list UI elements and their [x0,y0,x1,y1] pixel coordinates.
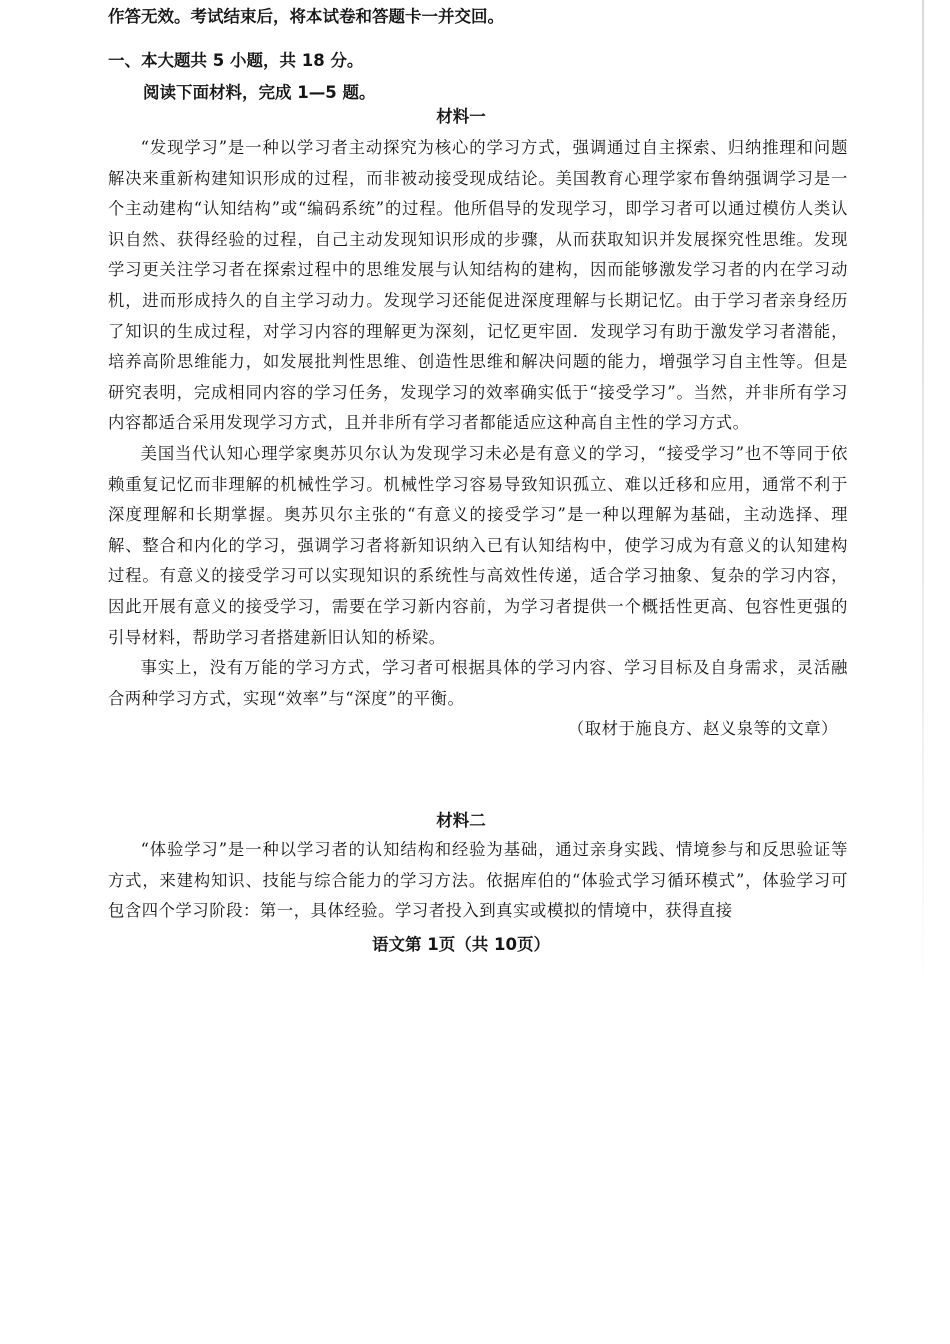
material-one-heading: 材料一 [436,107,486,126]
material-one-body [108,133,848,745]
top-instruction-line: 作答无效。考试结束后，将本试卷和答题卡一并交回。 [108,7,504,26]
page-footer: 语文第 1页（共 10页） [372,935,550,954]
material-one-paragraph-2: 美国当代认知心理学家奥苏贝尔认为发现学习未必是有意义的学习，“接受学习”也不等同于依赖重复记忆而非理解的机械性学习。机械性学习容易导致知识孤立、难以迁移和应用，通常不利于深度理解和长期掌握。奥苏贝尔主张的“有意义的接受学习”是一种以理解为基础，主动选择、理解、整合和内化的学习，强调学习者将新知识纳入已有认知结构中，使学习成为有意义的认知建构过程。有意义的接受学习可以实现知识的系统性与高效性传递，适合学习抽象、复杂的学习内容，因此开展有意义的接受学习，需要在学习新内容前，为学习者提供一个概括性更高、包容性更强的引导材料，帮助学习者搭建新旧认知的桥梁。 [108,443,848,647]
material-one-paragraph-3: 事实上，没有万能的学习方式，学习者可根据具体的学习内容、学习目标及自身需求，灵活融合两种学习方式，实现“效率”与“深度”的平衡。 [108,658,848,708]
material-one-paragraph-1: “发现学习”是一种以学习者主动探究为核心的学习方式，强调通过自主探索、归纳推理和问题解决来重新构建知识形成的过程，而非被动接受现成结论。美国教育心理学家布鲁纳强调学习是一个主动建构“认知结构”或“编码系统”的过程。他所倡导的发现学习，即学习者可以通过模仿人类认识自然、获得经验的过程，自己主动发现知识形成的步骤，从而获取知识并发展探究性思维。发现学习更关注学习者在探索过程中的思维发展与认知结构的建构，因而能够激发学习者的内在学习动机，进而形成持久的自主学习动力。发现学习还能促进深度理解与长期记忆。由于学习者亲身经历了知识的生成过程，对学习内容的理解更为深刻，记忆更牢固．发现学习有助于激发学习者潜能，培养高阶思维能力，如发展批判性思维、创造性思维和解决问题的能力，增强学习自主性等。但是研究表明，完成相同内容的学习任务，发现学习的效率确实低于“接受学习”。当然，并非所有学习内容都适合采用发现学习方式，且并非所有学习者都能适应这种高自主性的学习方式。 [108,138,848,433]
material-two-paragraph-1: “体验学习”是一种以学习者的认知结构和经验为基础，通过亲身实践、情境参与和反思验证等方式，来建构知识、技能与综合能力的学习方法。依据库伯的“体验式学习循环模式”，体验学习可包含四个学习阶段：第一，具体经验。学习者投入到真实或模拟的情境中，获得直接 [108,840,848,921]
scan-edge [922,0,924,1000]
reading-instruction: 阅读下面材料，完成 1—5 题。 [143,83,376,102]
material-two-heading: 材料二 [436,811,486,830]
section-title: 一、本大题共 5 小题，共 18 分。 [108,51,364,70]
material-two-body [108,835,848,927]
material-one-source: （取材于施良方、赵义泉等的文章） [567,719,838,739]
